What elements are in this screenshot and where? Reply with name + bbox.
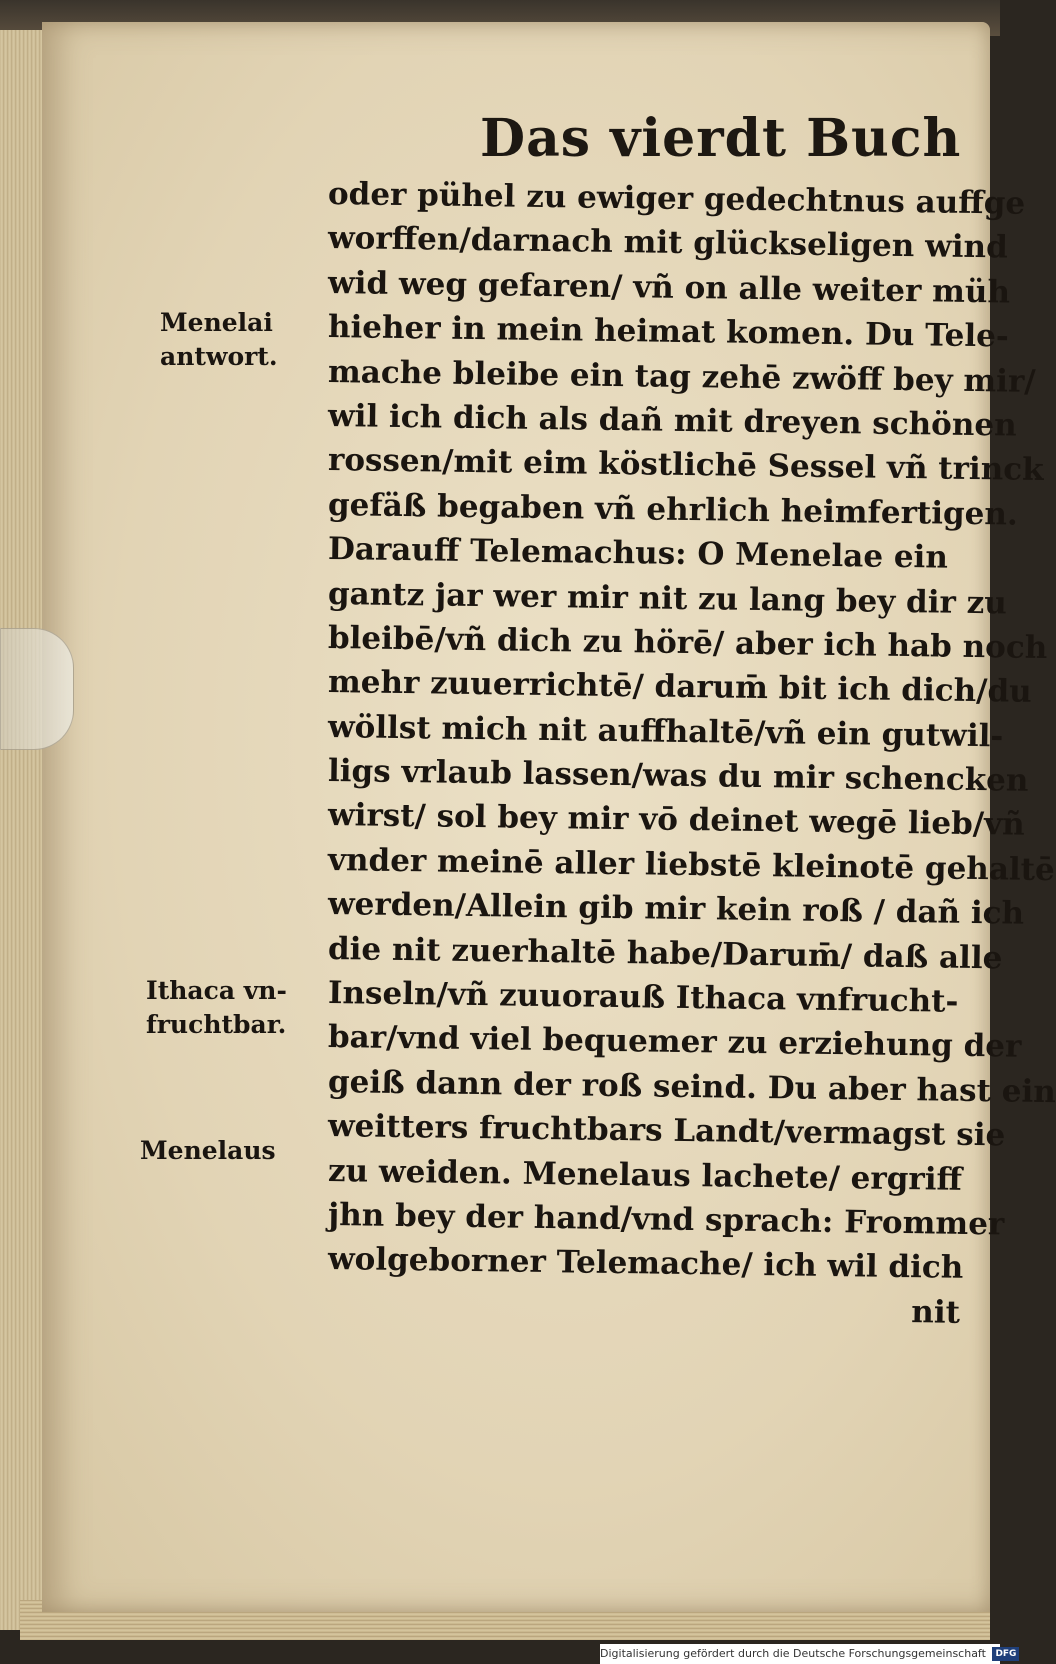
text-line: oder pühel zu ewiger gedechtnus auffge <box>327 176 1026 222</box>
marginal-note-menelaus <box>140 1134 276 1168</box>
text-line: werden/Allein gib mir kein roß / dañ ich <box>327 886 1025 932</box>
text-line: wirst/ sol bey mir vō deinet wegē lieb/vñ <box>327 797 1025 844</box>
dfg-logo: DFG <box>992 1647 1019 1661</box>
body-text <box>327 172 1056 1331</box>
text-line: vnder meinē aller liebstē kleinotē gehaltē <box>327 841 1055 889</box>
marginal-note-line: Menelai <box>160 308 273 337</box>
text-line: wil ich dich als dañ mit dreyen schönen <box>327 397 1017 444</box>
text-line: wöllst mich nit auffhaltē/vñ ein gutwil- <box>327 708 1004 755</box>
footer-text: Digitalisierung gefördert durch die Deutsche Forschungsgemeinschaft <box>600 1647 986 1660</box>
marginal-note-line: Menelaus <box>140 1136 276 1165</box>
text-line: jhn bey der hand/vnd sprach: Frommer <box>327 1196 1005 1243</box>
digitization-footer <box>600 1644 1017 1664</box>
text-line: ligs vrlaub lassen/was du mir schencken <box>327 753 1029 799</box>
text-line: mache bleibe ein tag zehē zwöff bey mir/ <box>327 353 1036 400</box>
text-line: wolgeborner Telemache/ ich wil dich <box>327 1241 964 1287</box>
text-line: bleibē/vñ dich zu hörē/ aber ich hab noch <box>327 619 1048 666</box>
text-line: Inseln/vñ zuuorauß Ithaca vnfrucht- <box>327 975 959 1020</box>
marginal-note-ithaca <box>146 974 287 1042</box>
text-line: die nit zuerhaltē habe/Darum̄/ daß alle <box>327 930 1003 977</box>
text-line: gantz jar wer mir nit zu lang bey dir zu <box>327 575 1008 621</box>
running-head: Das vierdt Buch <box>480 108 962 169</box>
marginal-note-line: Ithaca vn- <box>146 976 287 1005</box>
text-line: zu weiden. Menelaus lachete/ ergriff <box>327 1152 963 1198</box>
text-line: worffen/darnach mit glückseligen wind <box>327 220 1009 266</box>
text-line: rossen/mit eim köstlichē Sessel vñ trinck <box>327 442 1044 489</box>
text-line: wid weg gefaren/ vñ on alle weiter müh <box>327 264 1011 311</box>
text-line: hieher in mein heimat komen. Du Tele- <box>327 309 1010 355</box>
text-line: bar/vnd viel bequemer zu erziehung der <box>327 1019 1022 1066</box>
bookmark-ribbon <box>0 628 74 750</box>
text-line: Darauff Telemachus: O Menelae ein <box>327 531 949 576</box>
text-line: mehr zuuerrichtē/ darum̄ bit ich dich/du <box>327 664 1032 711</box>
marginal-note-line: antwort. <box>160 342 278 371</box>
text-line: weitters fruchtbars Landt/vermagst sie <box>327 1108 1006 1154</box>
text-line: geiß dann der roß seind. Du aber hast ein <box>327 1063 1056 1110</box>
marginal-note-menelai-antwort <box>160 306 278 374</box>
text-line: nit <box>911 1293 961 1331</box>
marginal-note-line: fruchtbar. <box>146 1010 287 1039</box>
text-line: gefäß begaben vñ ehrlich heimfertigen. <box>327 486 1018 533</box>
